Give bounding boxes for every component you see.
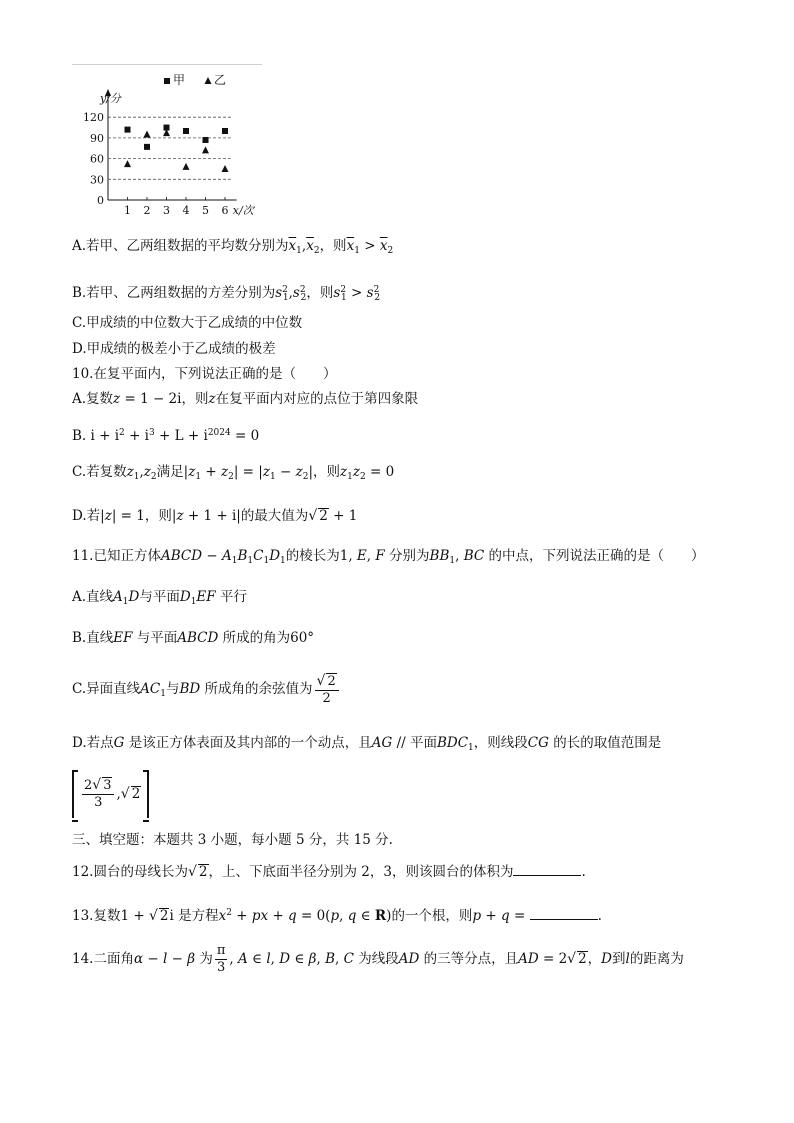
fraction-pi-over-3: $\frac{\pi}{3}$ bbox=[216, 943, 226, 975]
q13-text: 13.复数 bbox=[72, 908, 121, 924]
q11-b-mid: 与平面 bbox=[136, 630, 178, 646]
q11-c-tail: 所成角的余弦值为 bbox=[204, 681, 313, 697]
q11-d-plane: 平面 bbox=[409, 735, 437, 751]
legend-jia-marker bbox=[164, 78, 170, 84]
q14-mid: 为 bbox=[199, 951, 213, 967]
point-jia-6 bbox=[222, 128, 228, 134]
q12-tail: ，上、下底面半径分别为 2，3，则该圆台的体积为 bbox=[208, 864, 514, 880]
legend-yi-marker bbox=[205, 77, 212, 84]
q11-option-a[interactable]: A.直线$A_1D$与平面$D_1EF$ 平行 bbox=[72, 589, 247, 607]
q10-a-text: A.复数 bbox=[72, 391, 114, 407]
q14-text: 14.二面角 bbox=[72, 951, 134, 967]
q11-b-text: B.直线 bbox=[72, 630, 114, 646]
top-rule bbox=[72, 64, 262, 65]
q9-a-then: ，则 bbox=[319, 238, 347, 254]
q12-answer-blank[interactable] bbox=[513, 863, 581, 876]
y-tick-label-60: 60 bbox=[90, 152, 104, 166]
x-axis-label: x/次 bbox=[232, 204, 254, 217]
q11-d-tail: 的长的取值范围是 bbox=[553, 735, 662, 751]
q11-d-then: ，则线段 bbox=[473, 735, 528, 751]
q13-end: . bbox=[597, 908, 602, 924]
point-jia-5 bbox=[203, 137, 209, 143]
point-yi-1 bbox=[124, 160, 131, 167]
fraction-sqrt2-over-2: $\frac{√ 2}{2}$ bbox=[315, 673, 339, 707]
q11-a-text: A.直线 bbox=[72, 589, 114, 605]
q11-stem-a: 11.已知正方体 bbox=[72, 548, 161, 564]
q10-d-tail: 的最大值为 bbox=[240, 508, 309, 524]
q11-option-c[interactable]: C.异面直线$AC_1$与BD 所成角的余弦值为 $\frac{√ 2}{2}$ bbox=[72, 672, 341, 711]
q10-b-exponent: 2024 bbox=[207, 428, 231, 438]
x-tick-label-1: 1 bbox=[124, 204, 131, 217]
q10-option-c[interactable]: C.若复数$z_1,z_2$满足$|z_1 + z_2| = |z_1 - z_2|$，则$z_1z_2 = 0$ bbox=[72, 464, 395, 482]
legend-jia-label: 甲 bbox=[173, 73, 186, 87]
point-jia-4 bbox=[183, 128, 189, 134]
point-jia-2 bbox=[144, 144, 150, 150]
q9-option-d[interactable]: D.甲成绩的极差小于乙成绩的极差 bbox=[72, 341, 276, 357]
x-tick-label-3: 3 bbox=[163, 204, 170, 217]
q11-option-b[interactable]: B.直线EF 与平面ABCD 所成的角为60° bbox=[72, 630, 315, 646]
fraction-2sqrt3-over-3: $\frac{2√ 3}{3}$ bbox=[82, 777, 114, 811]
q13: 13.复数1 + √ 2i 是方程$x^2$ + px + q = 0(p, q ∈ R)的一个根，则p + q = . bbox=[72, 908, 602, 924]
q10-d-then: ，则 bbox=[144, 508, 172, 524]
q9-option-b[interactable]: B.若甲、乙两组数据的方差分别为$s^2_1,s^2_2$，则$s^2_1 > s^2_2$ bbox=[72, 285, 381, 303]
q11-c-mid: 与 bbox=[165, 681, 180, 697]
q13-mid2: 的一个根，则 bbox=[391, 908, 473, 924]
q12-end: . bbox=[581, 864, 586, 880]
q11-d-mid: 是该正方体表面及其内部的一个动点，且 bbox=[128, 735, 372, 751]
point-jia-1 bbox=[125, 127, 131, 133]
y-tick-label-0: 0 bbox=[97, 194, 104, 207]
q13-mid: 是方程 bbox=[178, 908, 219, 924]
q13-answer-blank[interactable] bbox=[530, 907, 598, 920]
point-yi-6 bbox=[222, 165, 229, 172]
x-tick-label-2: 2 bbox=[143, 204, 151, 217]
q14-mid3: 的三等分点，且 bbox=[423, 951, 519, 967]
q12: 12.圆台的母线长为√ 2，上、下底面半径分别为 2，3，则该圆台的体积为 . bbox=[72, 864, 586, 880]
q11-d-text: D.若点 bbox=[72, 735, 114, 751]
q9-b-text: B.若甲、乙两组数据的方差分别为 bbox=[72, 285, 276, 301]
q9-option-c[interactable]: C.甲成绩的中位数大于乙成绩的中位数 bbox=[72, 315, 303, 331]
section-3-heading: 三、填空题：本题共 3 小题，每小题 5 分，共 15 分. bbox=[72, 832, 393, 848]
q11-stem: 11.已知正方体ABCD − $A_1B_1C_1D_1$的棱长为1, E, F 分别为$BB_1$, BC 的中点，下列说法正确的是（ ） bbox=[72, 548, 705, 566]
q11-c-text: C.异面直线 bbox=[72, 681, 141, 697]
q10-c-then: ，则 bbox=[313, 464, 341, 480]
q12-text: 12.圆台的母线长为 bbox=[72, 864, 188, 880]
q11-a-mid: 与平面 bbox=[139, 589, 180, 605]
q10-option-a[interactable]: A.复数z = 1 − 2i，则z在复平面内对应的点位于第四象限 bbox=[72, 391, 419, 407]
q11-a-tail: 平行 bbox=[219, 589, 247, 605]
right-bracket bbox=[143, 770, 149, 822]
y-axis-label: y/分 bbox=[100, 92, 121, 105]
left-bracket bbox=[72, 770, 78, 822]
q11-d-range: $\frac{2√ 3}{3}$ , √ 2 bbox=[72, 770, 149, 818]
q10-d-text: D.若 bbox=[72, 508, 101, 524]
q14-mid2: 为线段 bbox=[358, 951, 399, 967]
scatter-chart bbox=[70, 70, 270, 220]
q10-a-then: ，则 bbox=[181, 391, 209, 407]
q10-b-label: B. bbox=[72, 428, 87, 444]
legend-yi-label: 乙 bbox=[214, 73, 227, 87]
x-tick-label-6: 6 bbox=[221, 204, 229, 217]
q14-mid4: ， bbox=[587, 951, 602, 967]
q11-stem-d: 的中点，下列说法正确的是（ ） bbox=[488, 548, 705, 564]
q11-b-tail: 所成的角为 bbox=[222, 630, 291, 646]
q14-end: 的距离为 bbox=[629, 951, 684, 967]
q10-option-d[interactable]: D.若|z| = 1，则|z + 1 + i|的最大值为√ 2 + 1 bbox=[72, 508, 358, 524]
q10-option-b[interactable]: B. $i + i^2 + i^3 + L + i^{2024} = 0$ bbox=[72, 428, 260, 444]
q14: 14.二面角α − l − β 为 $\frac{\pi}{3}$ , A ∈ l, D ∈ β, B, C 为线段AD 的三等分点，且AD = 2√ 2，D到l的距离为 bbox=[72, 943, 684, 975]
point-yi-4 bbox=[183, 163, 190, 170]
x-tick-label-5: 5 bbox=[202, 204, 209, 217]
point-yi-2 bbox=[144, 130, 151, 137]
q9-b-then: ，则 bbox=[306, 285, 334, 301]
q10-c-mid: 满足 bbox=[156, 464, 184, 480]
x-tick-label-4: 4 bbox=[182, 204, 190, 217]
q9-a-text: A.若甲、乙两组数据的平均数分别为 bbox=[72, 238, 289, 254]
y-tick-label-90: 90 bbox=[90, 131, 104, 145]
y-tick-label-30: 30 bbox=[90, 173, 104, 187]
point-yi-5 bbox=[202, 146, 209, 153]
q11-stem-c: 分别为 bbox=[389, 548, 430, 564]
q14-post: 到 bbox=[612, 951, 626, 967]
q10-a-tail: 在复平面内对应的点位于第四象限 bbox=[215, 391, 419, 407]
q10-c-text: C.若复数 bbox=[72, 464, 127, 480]
q11-stem-b: 的棱长为 bbox=[285, 548, 340, 564]
y-tick-label-120: 120 bbox=[83, 111, 104, 125]
q9-option-a[interactable]: A.若甲、乙两组数据的平均数分别为$\overline{x}_1,\overline{x}_2$，则$\overline{x}_1 > \overline{x}_2$ bbox=[72, 238, 394, 256]
q11-option-d[interactable]: D.若点G 是该正方体表面及其内部的一个动点，且AG // 平面$BDC_1$，则线段CG 的长的取值范围是 bbox=[72, 735, 662, 753]
q10-stem: 10.在复平面内，下列说法正确的是（ ） bbox=[72, 366, 337, 382]
